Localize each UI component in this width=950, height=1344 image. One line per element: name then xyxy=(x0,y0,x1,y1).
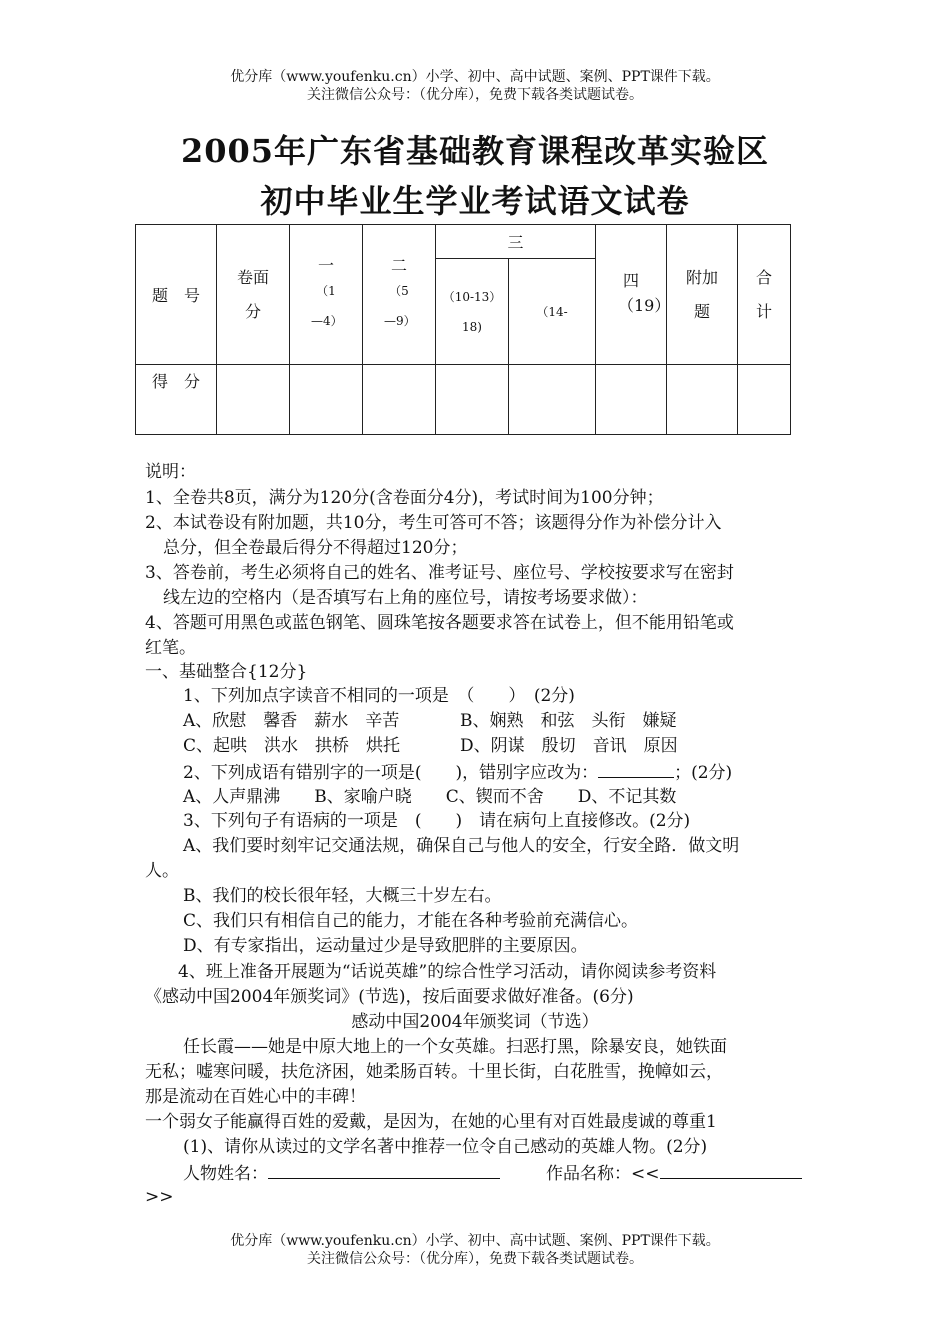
col-extra xyxy=(667,225,738,365)
note-3-line-1: 3、答卷前，考生必须将自己的姓名、准考证号、座位号、学校按要求写在密封 xyxy=(145,563,734,583)
q3-option-b: B、我们的校长很年轻，大概三十岁左右。 xyxy=(183,886,502,906)
q1-option-d: D、阴谋 殷切 音讯 原因 xyxy=(460,736,678,756)
col-2-range: （5—9） xyxy=(384,284,416,328)
passage-line-1: 任长霞——她是中原大地上的一个女英雄。扫恶打黑，除暴安良，她铁面 xyxy=(183,1037,727,1057)
exam-title-line-1: 2005年广东省基础教育课程改革实验区 xyxy=(180,132,770,170)
q1-option-b: B、娴熟 和弦 头衔 嫌疑 xyxy=(460,711,677,731)
col-3a-range xyxy=(436,259,509,365)
passage-line-2: 无私；嘘寒问暖，扶危济困，她柔肠百转。十里长街，白花胜雪，挽幛如云， xyxy=(145,1062,723,1082)
score-table xyxy=(135,224,791,435)
score-cell-extra[interactable] xyxy=(667,365,738,435)
col-section-4 xyxy=(596,225,671,365)
hero-name-row xyxy=(183,1160,500,1186)
col-juanmian xyxy=(217,225,290,365)
passage-line-4: 一个弱女子能赢得百姓的爱戴，是因为，在她的心里有对百姓最虔诚的尊重1 xyxy=(145,1112,717,1132)
col-4-range: （19） xyxy=(618,296,671,315)
exam-title-line-2: 初中毕业生学业考试语文试卷 xyxy=(260,182,690,220)
col-2-label: 二 xyxy=(390,256,407,275)
col-4-label: 四 xyxy=(622,271,639,290)
score-cell-juanmian[interactable] xyxy=(217,365,290,435)
work-name-blank[interactable] xyxy=(660,1160,802,1179)
note-2-line-2: 总分，但全卷最后得分不得超过120分； xyxy=(163,538,468,558)
q3-option-c: C、我们只有相信自己的能力，才能在各种考验前充满信心。 xyxy=(183,911,639,931)
q3-option-a-line-2: 人。 xyxy=(145,861,179,881)
question-4-1: (1)、请你从读过的文学名著中推荐一位令自己感动的英雄人物。(2分) xyxy=(183,1137,708,1157)
hero-name-label: 人物姓名： xyxy=(183,1164,268,1184)
note-2-line-1: 2、本试卷设有附加题，共10分，考生可答可不答；该题得分作为补偿分计入 xyxy=(145,513,722,533)
header-line-2: 关注微信公众号：（优分库），免费下载各类试题试卷。 xyxy=(307,87,643,103)
note-4-line-1: 4、答题可用黑色或蓝色钢笔、圆珠笔按各题要求答在试卷上，但不能用铅笔或 xyxy=(145,613,734,633)
score-cell-2[interactable] xyxy=(363,365,436,435)
score-cell-3b[interactable] xyxy=(509,365,596,435)
question-4-line-1: 4、班上准备开展题为“话说英雄”的综合性学习活动，请你阅读参考资料 xyxy=(178,962,717,982)
work-name-label: 作品名称：<< xyxy=(546,1164,660,1184)
question-2-tail: ；(2分) xyxy=(674,763,733,783)
col-1-label: 一 xyxy=(317,256,334,275)
note-1: 1、全卷共8页，满分为120分(含卷面分4分)，考试时间为100分钟； xyxy=(145,488,664,508)
header-line-1: 优分库（www.youfenku.cn）小学、初中、高中试题、案例、PPT课件下载。 xyxy=(230,69,720,85)
col-juanmian-label: 卷面分 xyxy=(236,267,269,321)
question-2-text: 2、下列成语有错别字的一项是( )，错别字应改为： xyxy=(183,763,599,783)
q1-option-c: C、起哄 洪水 拱桥 烘托 xyxy=(183,736,401,756)
col-total-label: 合计 xyxy=(755,267,772,321)
hero-name-blank[interactable] xyxy=(268,1160,500,1179)
col-3-label: 三 xyxy=(436,225,596,259)
q3-option-a-line-1: A、我们要时刻牢记交通法规，确保自己与他人的安全，行安全路．做文明 xyxy=(183,836,740,856)
section-1-heading: 一、基础整合{12分} xyxy=(145,662,308,682)
col-section-2 xyxy=(363,225,436,365)
score-cell-total[interactable] xyxy=(738,365,791,435)
q2-options: A、人声鼎沸 B、家喻户晓 C、锲而不舍 D、不记其数 xyxy=(183,787,677,807)
footer-line-1: 优分库（www.youfenku.cn）小学、初中、高中试题、案例、PPT课件下载。 xyxy=(230,1233,720,1249)
question-3: 3、下列句子有语病的一项是 ( ) 请在病句上直接修改。(2分) xyxy=(183,811,691,831)
note-4-line-2: 红笔。 xyxy=(145,638,196,658)
question-2 xyxy=(183,759,732,785)
passage-line-3: 那是流动在百姓心中的丰碑！ xyxy=(145,1087,366,1107)
col-section-1 xyxy=(290,225,363,365)
col-total xyxy=(738,225,791,365)
col-3a-range-text: （10-13）18) xyxy=(442,289,502,334)
notes-heading: 说明： xyxy=(145,462,196,482)
score-cell-3a[interactable] xyxy=(436,365,509,435)
question-1: 1、下列加点字读音不相同的一项是 （ ） (2分) xyxy=(183,686,575,706)
col-extra-label: 附加题 xyxy=(685,267,718,321)
row-label-defen: 得 分 xyxy=(136,365,217,435)
col-1-range: （1—4） xyxy=(311,284,343,328)
question-4-line-2: 《感动中国2004年颁奖词》(节选)，按后面要求做好准备。(6分) xyxy=(145,987,634,1007)
work-name-row xyxy=(546,1160,802,1186)
col-3b-range: （14- xyxy=(509,259,596,365)
work-name-close: >> xyxy=(145,1187,174,1207)
q2-answer-blank[interactable] xyxy=(598,759,674,778)
q3-option-d: D、有专家指出，运动量过少是导致肥胖的主要原因。 xyxy=(183,936,588,956)
score-cell-1[interactable] xyxy=(290,365,363,435)
note-3-line-2: 线左边的空格内（是否填写右上角的座位号，请按考场要求做）： xyxy=(163,588,648,608)
footer-line-2: 关注微信公众号：（优分库），免费下载各类试题试卷。 xyxy=(307,1251,643,1267)
q1-option-a: A、欣慰 馨香 薪水 辛苦 xyxy=(183,711,400,731)
row-label-tihao: 题 号 xyxy=(136,225,217,365)
score-cell-4[interactable] xyxy=(596,365,667,435)
passage-title: 感动中国2004年颁奖词（节选） xyxy=(351,1012,599,1032)
